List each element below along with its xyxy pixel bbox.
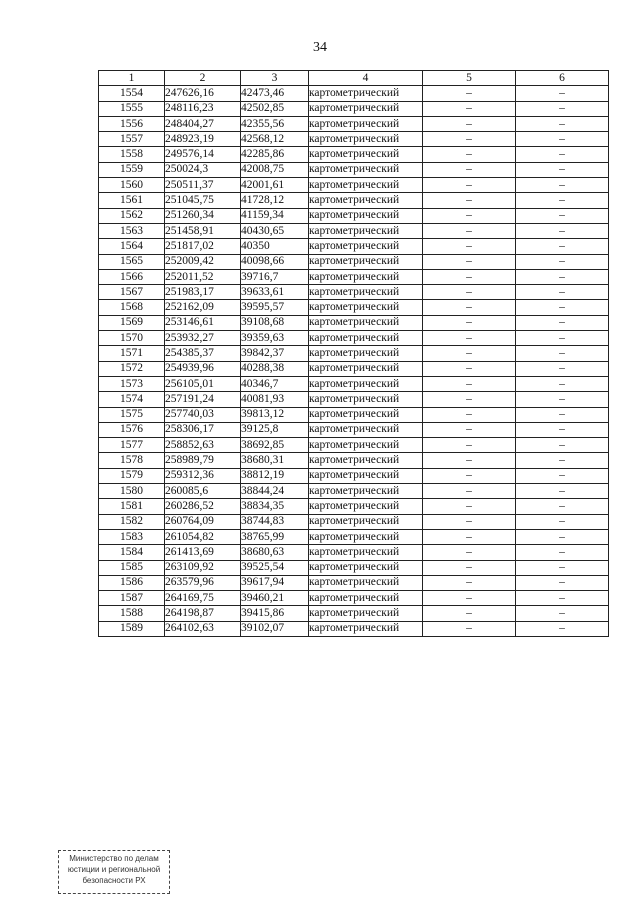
table-cell-col3: 42502,85 [241,101,309,116]
table-cell-col2: 251983,17 [165,285,241,300]
table-cell-col4: картометрический [309,453,423,468]
table-cell-col6: – [516,621,609,636]
table-row [99,315,609,330]
table-cell-col6: – [516,422,609,437]
table-cell-col2: 252009,42 [165,254,241,269]
table-cell-col6: – [516,484,609,499]
header-row [99,71,609,86]
table-cell-col3: 39415,86 [241,606,309,621]
table-cell-col2: 263579,96 [165,575,241,590]
table-row [99,285,609,300]
table-cell-col6: – [516,438,609,453]
table-row [99,376,609,391]
table-cell-col5: – [423,178,516,193]
table-cell-col3: 39842,37 [241,346,309,361]
coordinates-table [98,70,609,637]
table-cell-col2: 264102,63 [165,621,241,636]
table-cell-col3: 42008,75 [241,162,309,177]
table-cell-col4: картометрический [309,606,423,621]
table-cell-col5: – [423,407,516,422]
table-cell-col2: 254385,37 [165,346,241,361]
table-cell-col6: – [516,545,609,560]
table-cell-col3: 39359,63 [241,331,309,346]
table-cell-col5: – [423,484,516,499]
table-cell-col1: 1571 [99,346,165,361]
table-cell-col1: 1559 [99,162,165,177]
table-cell-col3: 40081,93 [241,392,309,407]
table-cell-col6: – [516,208,609,223]
table-row [99,208,609,223]
table-row [99,254,609,269]
table-cell-col1: 1579 [99,468,165,483]
table-cell-col1: 1581 [99,499,165,514]
header-cell-4: 4 [309,71,423,86]
table-cell-col2: 248116,23 [165,101,241,116]
table-cell-col2: 251045,75 [165,193,241,208]
table-cell-col3: 39617,94 [241,575,309,590]
table-cell-col6: – [516,178,609,193]
table-cell-col2: 264198,87 [165,606,241,621]
table-cell-col4: картометрический [309,346,423,361]
table-cell-col1: 1575 [99,407,165,422]
table-cell-col4: картометрический [309,193,423,208]
table-cell-col5: – [423,300,516,315]
table-row [99,86,609,101]
table-cell-col3: 40288,38 [241,361,309,376]
table-body [99,86,609,637]
stamp-line: безопасности РХ [82,876,146,885]
table-cell-col5: – [423,269,516,284]
table-cell-col1: 1570 [99,331,165,346]
table-cell-col6: – [516,376,609,391]
table-row [99,621,609,636]
table-cell-col4: картометрический [309,392,423,407]
table-row [99,484,609,499]
table-cell-col1: 1567 [99,285,165,300]
table-cell-col5: – [423,315,516,330]
table-row [99,193,609,208]
table-cell-col2: 251458,91 [165,223,241,238]
table-cell-col6: – [516,101,609,116]
table-cell-col2: 251260,34 [165,208,241,223]
table-cell-col2: 254939,96 [165,361,241,376]
table-row [99,514,609,529]
table-row [99,468,609,483]
table-cell-col4: картометрический [309,591,423,606]
table-cell-col4: картометрический [309,223,423,238]
table-cell-col1: 1573 [99,376,165,391]
table-cell-col1: 1578 [99,453,165,468]
table-cell-col4: картометрический [309,331,423,346]
table-cell-col1: 1569 [99,315,165,330]
table-cell-col2: 261054,82 [165,529,241,544]
table-row [99,346,609,361]
table-cell-col4: картометрический [309,484,423,499]
table-cell-col5: – [423,529,516,544]
table-cell-col1: 1565 [99,254,165,269]
table-cell-col6: – [516,147,609,162]
table-cell-col3: 39595,57 [241,300,309,315]
table-cell-col5: – [423,193,516,208]
table-cell-col3: 42568,12 [241,132,309,147]
table-cell-col3: 38680,63 [241,545,309,560]
table-cell-col1: 1588 [99,606,165,621]
table-cell-col1: 1587 [99,591,165,606]
table-cell-col4: картометрический [309,300,423,315]
table-cell-col5: – [423,331,516,346]
table-cell-col6: – [516,453,609,468]
table-cell-col1: 1585 [99,560,165,575]
table-cell-col4: картометрический [309,239,423,254]
table-cell-col5: – [423,422,516,437]
table-cell-col3: 38692,85 [241,438,309,453]
table-cell-col1: 1572 [99,361,165,376]
table-cell-col6: – [516,315,609,330]
table-cell-col3: 39525,54 [241,560,309,575]
table-cell-col3: 38834,35 [241,499,309,514]
table-cell-col4: картометрический [309,254,423,269]
table-cell-col2: 251817,02 [165,239,241,254]
table-cell-col1: 1556 [99,116,165,131]
table-row [99,178,609,193]
table-cell-col3: 41728,12 [241,193,309,208]
table-cell-col5: – [423,101,516,116]
table-cell-col5: – [423,208,516,223]
table-cell-col6: – [516,407,609,422]
table-cell-col6: – [516,285,609,300]
table-cell-col4: картометрический [309,116,423,131]
table-cell-col2: 260286,52 [165,499,241,514]
table-cell-col1: 1557 [99,132,165,147]
table-cell-col5: – [423,132,516,147]
table-cell-col3: 39633,61 [241,285,309,300]
table-cell-col6: – [516,269,609,284]
table-row [99,331,609,346]
header-cell-6: 6 [516,71,609,86]
table-cell-col1: 1577 [99,438,165,453]
table-cell-col5: – [423,606,516,621]
table-cell-col4: картометрический [309,575,423,590]
table-cell-col5: – [423,453,516,468]
table-cell-col1: 1589 [99,621,165,636]
table-cell-col5: – [423,147,516,162]
table-cell-col2: 252011,52 [165,269,241,284]
table-cell-col4: картометрический [309,101,423,116]
table-row [99,575,609,590]
header-cell-2: 2 [165,71,241,86]
table-row [99,438,609,453]
table-cell-col4: картометрический [309,514,423,529]
table-cell-col5: – [423,361,516,376]
table-cell-col5: – [423,560,516,575]
table-cell-col4: картометрический [309,545,423,560]
table-cell-col1: 1558 [99,147,165,162]
table-cell-col2: 259312,36 [165,468,241,483]
table-cell-col5: – [423,86,516,101]
table-row [99,162,609,177]
table-cell-col2: 258306,17 [165,422,241,437]
table-cell-col5: – [423,223,516,238]
table-cell-col2: 253146,61 [165,315,241,330]
table-cell-col2: 252162,09 [165,300,241,315]
table-cell-col6: – [516,468,609,483]
table-row [99,529,609,544]
table-cell-col3: 38680,31 [241,453,309,468]
table-row [99,560,609,575]
table-cell-col3: 39125,8 [241,422,309,437]
table-cell-col5: – [423,162,516,177]
table-cell-col4: картометрический [309,621,423,636]
table-header [99,71,609,86]
table-row [99,591,609,606]
table-row [99,239,609,254]
table-cell-col6: – [516,254,609,269]
table-cell-col6: – [516,132,609,147]
table-cell-col1: 1584 [99,545,165,560]
table-row [99,269,609,284]
table-cell-col5: – [423,392,516,407]
stamp-line: юстиции и региональной [67,865,161,874]
table-cell-col5: – [423,376,516,391]
table-cell-col2: 257740,03 [165,407,241,422]
table-cell-col3: 42355,56 [241,116,309,131]
table-cell-col5: – [423,254,516,269]
table-cell-col4: картометрический [309,376,423,391]
table-cell-col4: картометрический [309,422,423,437]
table-cell-col6: – [516,591,609,606]
table-cell-col1: 1554 [99,86,165,101]
table-row [99,361,609,376]
table-cell-col6: – [516,223,609,238]
table-cell-col2: 260764,09 [165,514,241,529]
table-cell-col6: – [516,193,609,208]
table-cell-col2: 258989,79 [165,453,241,468]
table-cell-col3: 41159,34 [241,208,309,223]
table-cell-col1: 1576 [99,422,165,437]
table-cell-col1: 1555 [99,101,165,116]
table-cell-col5: – [423,621,516,636]
table-cell-col3: 39108,68 [241,315,309,330]
header-cell-5: 5 [423,71,516,86]
table-cell-col2: 264169,75 [165,591,241,606]
table-cell-col4: картометрический [309,438,423,453]
table-cell-col4: картометрический [309,468,423,483]
table-cell-col3: 42001,61 [241,178,309,193]
table-cell-col2: 258852,63 [165,438,241,453]
table-cell-col6: – [516,514,609,529]
table-cell-col6: – [516,162,609,177]
table-cell-col5: – [423,116,516,131]
table-cell-col4: картометрический [309,208,423,223]
table-cell-col5: – [423,346,516,361]
table-cell-col6: – [516,392,609,407]
table-cell-col2: 253932,27 [165,331,241,346]
table-cell-col5: – [423,514,516,529]
table-cell-col2: 261413,69 [165,545,241,560]
table-row [99,407,609,422]
table-cell-col2: 263109,92 [165,560,241,575]
table-cell-col1: 1574 [99,392,165,407]
table-cell-col4: картометрический [309,529,423,544]
table-cell-col6: – [516,346,609,361]
table-cell-col5: – [423,545,516,560]
table-cell-col3: 38844,24 [241,484,309,499]
table-cell-col1: 1586 [99,575,165,590]
table-cell-col5: – [423,285,516,300]
header-cell-3: 3 [241,71,309,86]
table-cell-col3: 40430,65 [241,223,309,238]
table-cell-col3: 42285,86 [241,147,309,162]
table-cell-col6: – [516,575,609,590]
table-cell-col6: – [516,499,609,514]
table-cell-col5: – [423,575,516,590]
table-cell-col4: картометрический [309,315,423,330]
table-cell-col1: 1562 [99,208,165,223]
table-row [99,422,609,437]
table-cell-col3: 39716,7 [241,269,309,284]
table-cell-col2: 257191,24 [165,392,241,407]
table-row [99,392,609,407]
table-cell-col6: – [516,606,609,621]
table-cell-col3: 38765,99 [241,529,309,544]
table-cell-col5: – [423,591,516,606]
table-cell-col4: картометрический [309,499,423,514]
table-cell-col4: картометрический [309,86,423,101]
table-cell-col1: 1561 [99,193,165,208]
table-cell-col3: 40350 [241,239,309,254]
table-cell-col1: 1582 [99,514,165,529]
table-row [99,300,609,315]
table-cell-col2: 249576,14 [165,147,241,162]
table-cell-col4: картометрический [309,285,423,300]
registration-stamp [58,850,170,894]
table-cell-col1: 1583 [99,529,165,544]
table-cell-col3: 38812,19 [241,468,309,483]
table-row [99,223,609,238]
table-row [99,101,609,116]
table-cell-col6: – [516,560,609,575]
table-cell-col3: 40098,66 [241,254,309,269]
table-cell-col4: картометрический [309,147,423,162]
table-cell-col4: картометрический [309,132,423,147]
table-cell-col4: картометрический [309,269,423,284]
table-cell-col4: картометрический [309,178,423,193]
table-row [99,606,609,621]
table-cell-col5: – [423,468,516,483]
page-number: 34 [313,40,327,55]
table-cell-col4: картометрический [309,162,423,177]
table-cell-col1: 1560 [99,178,165,193]
table-cell-col1: 1580 [99,484,165,499]
table-cell-col6: – [516,86,609,101]
table-cell-col6: – [516,116,609,131]
table-cell-col3: 42473,46 [241,86,309,101]
table-cell-col3: 39460,21 [241,591,309,606]
table-cell-col1: 1564 [99,239,165,254]
table-cell-col6: – [516,529,609,544]
header-cell-1: 1 [99,71,165,86]
table-cell-col1: 1568 [99,300,165,315]
table-cell-col2: 248923,19 [165,132,241,147]
table-row [99,147,609,162]
table-cell-col4: картометрический [309,560,423,575]
table-cell-col5: – [423,438,516,453]
table-row [99,499,609,514]
table-cell-col1: 1563 [99,223,165,238]
table-cell-col5: – [423,499,516,514]
table-cell-col2: 248404,27 [165,116,241,131]
table-cell-col2: 250511,37 [165,178,241,193]
table-cell-col3: 39102,07 [241,621,309,636]
table-row [99,116,609,131]
table-cell-col2: 250024,3 [165,162,241,177]
table-cell-col3: 38744,83 [241,514,309,529]
table-cell-col6: – [516,361,609,376]
table-cell-col5: – [423,239,516,254]
table-cell-col6: – [516,300,609,315]
table-row [99,132,609,147]
table-row [99,545,609,560]
table-cell-col2: 256105,01 [165,376,241,391]
table-row [99,453,609,468]
table-cell-col2: 247626,16 [165,86,241,101]
table-cell-col6: – [516,239,609,254]
table-cell-col6: – [516,331,609,346]
table-cell-col4: картометрический [309,407,423,422]
table-cell-col1: 1566 [99,269,165,284]
table-cell-col2: 260085,6 [165,484,241,499]
table-cell-col4: картометрический [309,361,423,376]
stamp-line: Министерство по делам [69,854,159,863]
table-cell-col3: 39813,12 [241,407,309,422]
table-cell-col3: 40346,7 [241,376,309,391]
